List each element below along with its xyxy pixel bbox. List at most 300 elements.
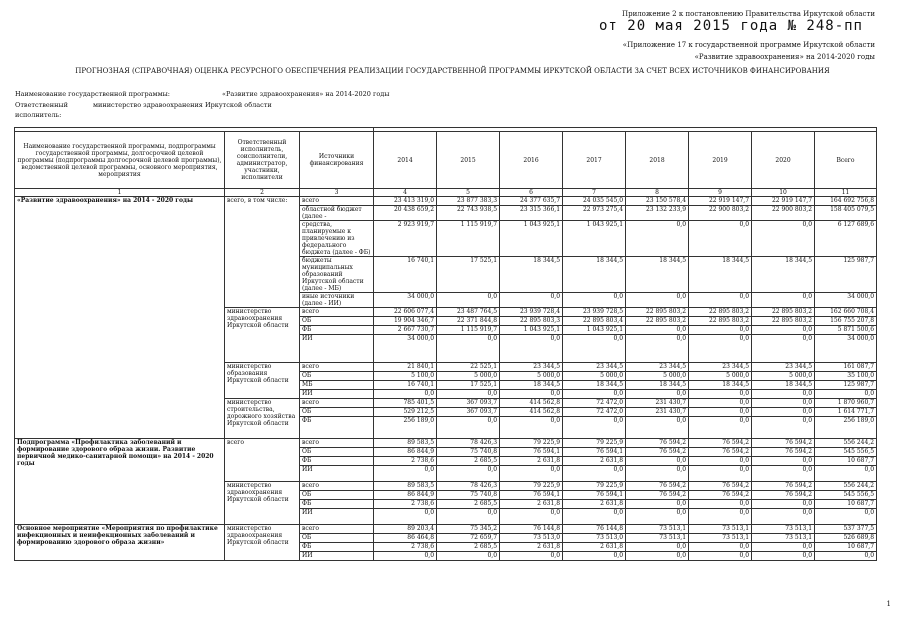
row-source-cell: ОБ [300, 317, 374, 326]
row-source-cell: ОБ [300, 372, 374, 381]
table-body [15, 197, 877, 561]
row-value-cell: 34 000,0 [374, 335, 437, 363]
row-value-cell: 0,0 [689, 326, 752, 335]
row-value-cell: 23 877 383,3 [437, 197, 500, 206]
row-value-cell: 2 738,6 [374, 457, 437, 466]
row-value-cell: 2 631,8 [563, 543, 626, 552]
row-value-cell: 18 344,5 [563, 381, 626, 390]
row-value-cell: 231 430,7 [626, 408, 689, 417]
row-value-cell: 414 562,8 [500, 408, 563, 417]
col-year-header: 2019 [689, 132, 752, 189]
row-value-cell: 529 212,5 [374, 408, 437, 417]
page-number: 1 [886, 600, 891, 608]
row-value-cell: 0,0 [689, 552, 752, 561]
row-value-cell: 0,0 [563, 509, 626, 525]
row-value-cell: 0,0 [626, 543, 689, 552]
row-value-cell: 0,0 [563, 417, 626, 439]
col-year-header: 2014 [374, 132, 437, 189]
row-value-cell: 0,0 [626, 552, 689, 561]
col-index: 7 [563, 189, 626, 197]
row-total-cell: 6 127 689,6 [815, 221, 877, 257]
row-value-cell: 0,0 [437, 335, 500, 363]
row-value-cell: 0,0 [752, 408, 815, 417]
row-value-cell: 78 426,3 [437, 482, 500, 491]
row-value-cell: 22 895 803,4 [563, 317, 626, 326]
row-value-cell: 2 685,5 [437, 500, 500, 509]
row-value-cell: 76 594,1 [563, 448, 626, 457]
col-index: 3 [300, 189, 374, 197]
row-value-cell: 76 594,2 [689, 439, 752, 448]
row-total-cell: 10 687,7 [815, 457, 877, 466]
row-source-cell: ФБ [300, 326, 374, 335]
row-source-cell: всего [300, 482, 374, 491]
row-total-cell: 556 244,2 [815, 482, 877, 491]
row-value-cell: 22 973 275,4 [563, 206, 626, 221]
row-total-cell: 556 244,2 [815, 439, 877, 448]
col-year-header: 2017 [563, 132, 626, 189]
row-value-cell: 256 189,0 [374, 417, 437, 439]
row-value-cell: 76 594,1 [500, 491, 563, 500]
row-value-cell: 79 225,9 [500, 439, 563, 448]
row-value-cell: 0,0 [689, 390, 752, 399]
row-value-cell: 2 631,8 [563, 500, 626, 509]
row-value-cell: 0,0 [500, 466, 563, 482]
row-value-cell: 18 344,5 [500, 381, 563, 390]
row-value-cell: 73 513,1 [626, 534, 689, 543]
col-year-header: 2015 [437, 132, 500, 189]
row-value-cell: 0,0 [752, 500, 815, 509]
executor-label-2: исполнитель: [15, 111, 62, 119]
row-value-cell: 72 472,0 [563, 399, 626, 408]
row-value-cell: 0,0 [437, 552, 500, 561]
row-value-cell: 0,0 [563, 335, 626, 363]
row-value-cell: 73 513,1 [752, 534, 815, 543]
row-value-cell: 0,0 [752, 417, 815, 439]
row-total-cell: 156 755 207,8 [815, 317, 877, 326]
row-name-cell: Подпрограмма «Профилактика заболеваний и формирование здорового образа жизни. Развитие первичной медико-санитарной помощи» на 2014 - 2020 годы [15, 439, 225, 525]
row-value-cell: 24 377 635,7 [500, 197, 563, 206]
table-row [15, 439, 877, 448]
row-value-cell: 76 594,2 [752, 482, 815, 491]
row-value-cell: 0,0 [689, 417, 752, 439]
col-index: 10 [752, 189, 815, 197]
row-value-cell: 2 631,8 [500, 543, 563, 552]
header-row [15, 132, 877, 189]
row-source-cell: ФБ [300, 417, 374, 439]
row-executor-cell: всего [225, 439, 300, 482]
row-value-cell: 0,0 [626, 417, 689, 439]
row-value-cell: 73 513,1 [752, 525, 815, 534]
row-total-cell: 35 100,0 [815, 372, 877, 381]
row-total-cell: 537 377,5 [815, 525, 877, 534]
row-value-cell: 0,0 [374, 552, 437, 561]
row-value-cell: 22 895 803,2 [752, 317, 815, 326]
col-index: 2 [225, 189, 300, 197]
row-value-cell: 0,0 [500, 335, 563, 363]
row-value-cell: 23 315 366,1 [500, 206, 563, 221]
row-value-cell: 0,0 [437, 466, 500, 482]
row-source-cell: ОБ [300, 534, 374, 543]
row-value-cell: 0,0 [500, 293, 563, 308]
row-name-cell: «Развитие здравоохранения» на 2014 - 2020 годы [15, 197, 225, 439]
row-value-cell: 22 900 803,2 [752, 206, 815, 221]
row-total-cell: 5 871 500,6 [815, 326, 877, 335]
row-value-cell: 22 900 803,2 [689, 206, 752, 221]
row-value-cell: 0,0 [689, 457, 752, 466]
row-source-cell: ОБ [300, 408, 374, 417]
row-value-cell: 2 738,6 [374, 543, 437, 552]
row-value-cell: 0,0 [752, 221, 815, 257]
executor-value: министерство здравоохранения Иркутской области [93, 101, 272, 109]
row-value-cell: 0,0 [500, 509, 563, 525]
row-total-cell: 0,0 [815, 466, 877, 482]
row-value-cell: 2 631,8 [563, 457, 626, 466]
row-value-cell: 23 132 233,9 [626, 206, 689, 221]
row-source-cell: бюджеты муниципальных образований Иркутской области (далее - МБ) [300, 257, 374, 293]
row-value-cell: 0,0 [500, 390, 563, 399]
row-total-cell: 10 687,7 [815, 500, 877, 509]
row-value-cell: 78 426,3 [437, 439, 500, 448]
row-value-cell: 5 000,0 [752, 372, 815, 381]
row-value-cell: 23 344,5 [689, 363, 752, 372]
row-source-cell: областной бюджет (далее - [300, 206, 374, 221]
row-source-cell: ИИ [300, 335, 374, 363]
row-value-cell: 0,0 [752, 399, 815, 408]
row-value-cell: 18 344,5 [500, 257, 563, 293]
row-value-cell: 0,0 [437, 293, 500, 308]
row-total-cell: 10 687,7 [815, 543, 877, 552]
row-source-cell: МБ [300, 381, 374, 390]
row-value-cell: 0,0 [500, 417, 563, 439]
row-value-cell: 0,0 [689, 293, 752, 308]
row-value-cell: 0,0 [626, 221, 689, 257]
row-source-cell: ИИ [300, 466, 374, 482]
row-value-cell: 0,0 [437, 417, 500, 439]
row-value-cell: 79 225,9 [563, 439, 626, 448]
row-source-cell: средства, планируемые к привлечению из федерального бюджета (далее - ФБ) [300, 221, 374, 257]
row-value-cell: 2 923 919,7 [374, 221, 437, 257]
row-value-cell: 75 740,8 [437, 448, 500, 457]
row-value-cell: 414 562,8 [500, 399, 563, 408]
col-index: 1 [15, 189, 225, 197]
row-value-cell: 76 594,1 [500, 448, 563, 457]
row-value-cell: 86 844,9 [374, 448, 437, 457]
row-value-cell: 0,0 [752, 390, 815, 399]
col-exec-header: Ответственный исполнитель, соисполнители, администратор, участники, исполнители [225, 132, 300, 189]
row-total-cell: 0,0 [815, 509, 877, 525]
row-value-cell: 0,0 [374, 509, 437, 525]
document-title: ПРОГНОЗНАЯ (СПРАВОЧНАЯ) ОЦЕНКА РЕСУРСНОГО ОБЕСПЕЧЕНИЯ РЕАЛИЗАЦИИ ГОСУДАРСТВЕННОЙ ПРОГРАММЫ ИРКУТСКОЙ ОБЛАСТИ ЗА СЧЕТ ВСЕХ ИСТОЧНИКОВ ФИНАНСИРОВАНИЯ [75, 67, 830, 75]
program-label: Наименование государственной программы: [15, 90, 171, 98]
row-value-cell: 76 594,2 [689, 448, 752, 457]
col-index: 11 [815, 189, 877, 197]
col-index: 6 [500, 189, 563, 197]
row-executor-cell: министерство здравоохранения Иркутской области [225, 525, 300, 561]
row-total-cell: 158 405 079,5 [815, 206, 877, 221]
row-value-cell: 76 594,2 [752, 448, 815, 457]
row-value-cell: 0,0 [689, 221, 752, 257]
row-source-cell: ИИ [300, 509, 374, 525]
row-value-cell: 367 093,7 [437, 408, 500, 417]
row-source-cell: ИИ [300, 552, 374, 561]
row-value-cell: 367 093,7 [437, 399, 500, 408]
row-source-cell: всего [300, 308, 374, 317]
row-value-cell: 23 939 728,5 [563, 308, 626, 317]
row-value-cell: 89 203,4 [374, 525, 437, 534]
index-row [15, 189, 877, 197]
row-value-cell: 76 594,2 [689, 491, 752, 500]
row-value-cell: 17 525,1 [437, 257, 500, 293]
row-value-cell: 19 904 346,7 [374, 317, 437, 326]
row-value-cell: 0,0 [437, 390, 500, 399]
row-total-cell: 34 000,0 [815, 335, 877, 363]
row-source-cell: ИИ [300, 390, 374, 399]
row-value-cell: 22 919 147,7 [752, 197, 815, 206]
row-value-cell: 34 000,0 [374, 293, 437, 308]
row-total-cell: 34 000,0 [815, 293, 877, 308]
row-value-cell: 75 345,2 [437, 525, 500, 534]
row-source-cell: иные источники (далее - ИИ) [300, 293, 374, 308]
row-value-cell: 22 525,1 [437, 363, 500, 372]
row-value-cell: 0,0 [626, 293, 689, 308]
row-value-cell: 86 844,9 [374, 491, 437, 500]
row-value-cell: 76 594,1 [563, 491, 626, 500]
row-total-cell: 0,0 [815, 390, 877, 399]
row-value-cell: 23 344,5 [626, 363, 689, 372]
row-value-cell: 0,0 [563, 466, 626, 482]
row-value-cell: 0,0 [689, 543, 752, 552]
row-total-cell: 0,0 [815, 552, 877, 561]
row-source-cell: ФБ [300, 500, 374, 509]
row-value-cell: 89 583,5 [374, 439, 437, 448]
row-source-cell: всего [300, 197, 374, 206]
appendix-note: Приложение 2 к постановлению Правительства Иркутской области [621, 10, 875, 18]
row-value-cell: 2 738,6 [374, 500, 437, 509]
row-value-cell: 76 594,2 [626, 439, 689, 448]
row-value-cell: 5 000,0 [689, 372, 752, 381]
row-value-cell: 0,0 [752, 466, 815, 482]
row-total-cell: 256 189,0 [815, 417, 877, 439]
col-index: 8 [626, 189, 689, 197]
row-value-cell: 23 344,5 [500, 363, 563, 372]
row-executor-cell: министерство образования Иркутской области [225, 363, 300, 399]
executor-label: Ответственный [15, 101, 68, 109]
row-executor-cell: всего, в том числе: [225, 197, 300, 308]
row-source-cell: ОБ [300, 448, 374, 457]
row-value-cell: 0,0 [626, 335, 689, 363]
row-value-cell: 0,0 [563, 552, 626, 561]
col-index: 4 [374, 189, 437, 197]
row-value-cell: 0,0 [689, 408, 752, 417]
row-total-cell: 1 614 771,7 [815, 408, 877, 417]
row-value-cell: 22 743 938,5 [437, 206, 500, 221]
row-value-cell: 231 430,7 [626, 399, 689, 408]
row-value-cell: 22 371 844,8 [437, 317, 500, 326]
row-value-cell: 79 225,9 [563, 482, 626, 491]
row-value-cell: 22 919 147,7 [689, 197, 752, 206]
row-value-cell: 23 150 578,4 [626, 197, 689, 206]
row-value-cell: 18 344,5 [752, 381, 815, 390]
row-value-cell: 73 513,1 [626, 525, 689, 534]
row-value-cell: 2 685,5 [437, 543, 500, 552]
row-source-cell: ФБ [300, 543, 374, 552]
col-total-header: Всего [815, 132, 877, 189]
row-value-cell: 22 895 803,2 [689, 317, 752, 326]
row-value-cell: 86 464,8 [374, 534, 437, 543]
row-executor-cell: министерство здравоохранения Иркутской области [225, 482, 300, 525]
row-value-cell: 79 225,9 [500, 482, 563, 491]
row-value-cell: 0,0 [752, 552, 815, 561]
row-value-cell: 5 000,0 [437, 372, 500, 381]
row-executor-cell: министерство здравоохранения Иркутской области [225, 308, 300, 363]
row-value-cell: 0,0 [626, 326, 689, 335]
row-value-cell: 89 583,5 [374, 482, 437, 491]
row-value-cell: 22 895 803,2 [689, 308, 752, 317]
table-row [15, 197, 877, 206]
row-value-cell: 0,0 [689, 500, 752, 509]
row-value-cell: 72 472,0 [563, 408, 626, 417]
program-value: «Развитие здравоохранения» на 2014-2020 годы [222, 90, 390, 98]
row-total-cell: 526 689,8 [815, 534, 877, 543]
row-value-cell: 73 513,1 [689, 534, 752, 543]
row-value-cell: 0,0 [752, 543, 815, 552]
row-value-cell: 18 344,5 [563, 257, 626, 293]
row-source-cell: всего [300, 439, 374, 448]
table-row [15, 525, 877, 534]
row-value-cell: 0,0 [752, 457, 815, 466]
row-value-cell: 73 513,1 [689, 525, 752, 534]
row-value-cell: 76 594,2 [626, 491, 689, 500]
row-value-cell: 24 035 545,0 [563, 197, 626, 206]
row-value-cell: 22 895 803,3 [500, 317, 563, 326]
row-value-cell: 2 667 730,7 [374, 326, 437, 335]
row-value-cell: 0,0 [374, 466, 437, 482]
row-value-cell: 5 100,0 [374, 372, 437, 381]
row-value-cell: 18 344,5 [626, 257, 689, 293]
row-value-cell: 0,0 [752, 326, 815, 335]
row-value-cell: 0,0 [752, 293, 815, 308]
row-total-cell: 545 556,5 [815, 448, 877, 457]
row-value-cell: 76 594,2 [626, 482, 689, 491]
resource-table [14, 127, 877, 561]
program-ref: «Развитие здравоохранения» на 2014-2020 годы [694, 53, 875, 61]
row-value-cell: 0,0 [500, 552, 563, 561]
row-total-cell: 125 987,7 [815, 381, 877, 390]
col-index: 5 [437, 189, 500, 197]
row-value-cell: 76 594,2 [689, 482, 752, 491]
row-value-cell: 1 043 925,1 [563, 221, 626, 257]
row-value-cell: 0,0 [626, 500, 689, 509]
row-value-cell: 0,0 [563, 293, 626, 308]
row-value-cell: 0,0 [626, 457, 689, 466]
row-value-cell: 0,0 [374, 390, 437, 399]
row-value-cell: 0,0 [626, 509, 689, 525]
row-value-cell: 0,0 [689, 466, 752, 482]
row-value-cell: 5 000,0 [563, 372, 626, 381]
col-name-header: Наименование государственной программы, подпрограммы государственной программы, долгосрочной целевой программы (подпрограммы долгосрочной целевой программы), ведомственной целевой программы, основного мероприятия, мероприятия [15, 132, 225, 189]
row-value-cell: 22 606 077,4 [374, 308, 437, 317]
row-value-cell: 73 513,0 [563, 534, 626, 543]
row-value-cell: 2 631,8 [500, 500, 563, 509]
row-value-cell: 76 144,8 [500, 525, 563, 534]
row-value-cell: 5 000,0 [500, 372, 563, 381]
row-value-cell: 76 594,2 [626, 448, 689, 457]
row-value-cell: 0,0 [626, 390, 689, 399]
row-total-cell: 161 087,7 [815, 363, 877, 372]
row-total-cell: 1 870 960,7 [815, 399, 877, 408]
row-executor-cell: министерство строительства, дорожного хозяйства Иркутской области [225, 399, 300, 439]
row-value-cell: 0,0 [752, 509, 815, 525]
row-value-cell: 23 344,5 [752, 363, 815, 372]
row-value-cell: 1 043 925,1 [500, 221, 563, 257]
col-year-header: 2018 [626, 132, 689, 189]
row-name-cell: Основное мероприятие «Мероприятия по профилактике инфекционных и неинфекционных заболеваний и формированию здорового образа жизни» [15, 525, 225, 561]
row-source-cell: всего [300, 399, 374, 408]
row-value-cell: 0,0 [563, 390, 626, 399]
row-value-cell: 76 144,8 [563, 525, 626, 534]
row-value-cell: 73 513,0 [500, 534, 563, 543]
row-total-cell: 164 692 756,8 [815, 197, 877, 206]
row-value-cell: 1 115 919,7 [437, 221, 500, 257]
row-source-cell: всего [300, 525, 374, 534]
row-value-cell: 18 344,5 [689, 381, 752, 390]
row-value-cell: 0,0 [626, 466, 689, 482]
col-year-header: 2020 [752, 132, 815, 189]
row-value-cell: 18 344,5 [689, 257, 752, 293]
row-value-cell: 22 895 803,2 [752, 308, 815, 317]
row-value-cell: 16 740,1 [374, 257, 437, 293]
col-year-header: 2016 [500, 132, 563, 189]
row-value-cell: 22 895 803,2 [626, 308, 689, 317]
row-value-cell: 0,0 [752, 335, 815, 363]
row-value-cell: 76 594,2 [752, 491, 815, 500]
row-source-cell: ФБ [300, 457, 374, 466]
row-value-cell: 1 115 919,7 [437, 326, 500, 335]
row-value-cell: 72 659,7 [437, 534, 500, 543]
row-value-cell: 18 344,5 [752, 257, 815, 293]
row-value-cell: 1 043 925,1 [500, 326, 563, 335]
row-source-cell: ОБ [300, 491, 374, 500]
row-source-cell: всего [300, 363, 374, 372]
row-value-cell: 1 043 925,1 [563, 326, 626, 335]
row-value-cell: 20 438 659,2 [374, 206, 437, 221]
decree-stamp: от 20 мая 2015 года № 248-пп [598, 18, 863, 34]
row-value-cell: 76 594,2 [752, 439, 815, 448]
row-value-cell: 2 685,5 [437, 457, 500, 466]
row-value-cell: 2 631,8 [500, 457, 563, 466]
row-value-cell: 0,0 [437, 509, 500, 525]
row-value-cell: 23 344,5 [563, 363, 626, 372]
row-value-cell: 0,0 [689, 399, 752, 408]
col-source-header: Источники финансирования [300, 132, 374, 189]
row-value-cell: 21 840,1 [374, 363, 437, 372]
row-value-cell: 75 740,8 [437, 491, 500, 500]
row-value-cell: 23 487 764,5 [437, 308, 500, 317]
row-value-cell: 23 939 728,4 [500, 308, 563, 317]
appendix17-note: «Приложение 17 к государственной программе Иркутской области [622, 41, 875, 49]
row-value-cell: 0,0 [689, 335, 752, 363]
row-value-cell: 16 740,1 [374, 381, 437, 390]
row-value-cell: 22 895 803,2 [626, 317, 689, 326]
row-value-cell: 785 401,5 [374, 399, 437, 408]
row-total-cell: 545 556,5 [815, 491, 877, 500]
row-value-cell: 5 000,0 [626, 372, 689, 381]
row-value-cell: 23 413 319,0 [374, 197, 437, 206]
row-value-cell: 17 525,1 [437, 381, 500, 390]
col-index: 9 [689, 189, 752, 197]
row-value-cell: 0,0 [689, 509, 752, 525]
row-total-cell: 162 660 708,4 [815, 308, 877, 317]
